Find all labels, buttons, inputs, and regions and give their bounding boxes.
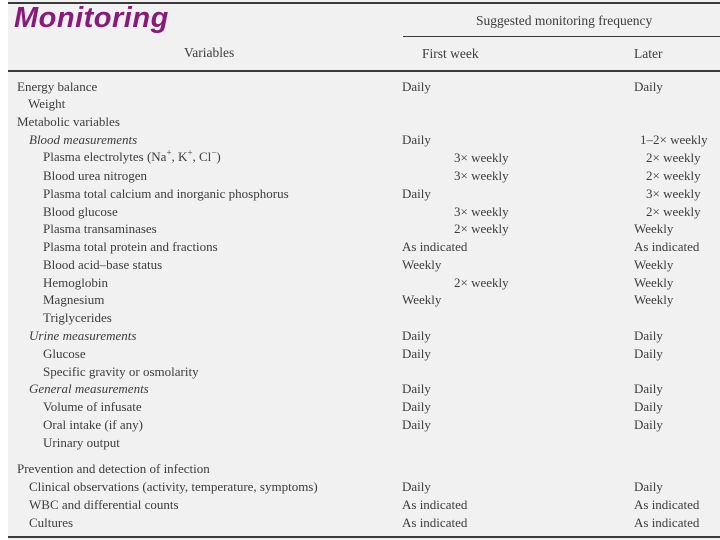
row-first-week: As indicated (402, 239, 468, 254)
row-label: Plasma transaminases (43, 221, 157, 236)
row-label: Energy balance (17, 79, 98, 94)
row-first-week: Daily (402, 346, 431, 361)
row-first-week: Daily (402, 399, 431, 414)
row-later: Weekly (634, 292, 674, 307)
header-variables: Variables (184, 45, 235, 60)
row-first-week: Daily (402, 417, 431, 432)
row-label: Cultures (29, 515, 74, 530)
group-header-rule (403, 36, 720, 37)
row-label: Urine measurements (29, 328, 137, 343)
row-later: As indicated (634, 497, 700, 512)
row-first-week: Daily (402, 328, 431, 343)
row-label: Triglycerides (43, 310, 112, 325)
row-first-week: 2× weekly (454, 275, 509, 290)
row-label: General measurements (29, 381, 149, 396)
na-charge: + (166, 147, 172, 158)
header-group-label: Suggested monitoring frequency (476, 13, 653, 28)
row-label: Plasma total protein and fractions (43, 239, 218, 254)
cl-label: , Cl (192, 149, 212, 164)
row-label: Hemoglobin (43, 275, 108, 290)
row-label: Weight (28, 96, 66, 111)
row-first-week: Daily (402, 479, 431, 494)
row-first-week: Daily (402, 132, 431, 147)
row-first-week: 3× weekly (454, 168, 509, 183)
row-first-week: Daily (402, 381, 431, 396)
header-rule (8, 70, 720, 72)
row-label: Prevention and detection of infection (17, 461, 210, 476)
row-later: Weekly (634, 275, 674, 290)
row-label: Blood glucose (43, 204, 118, 219)
row-label: Plasma total calcium and inorganic phosphorus (43, 186, 289, 201)
row-label: Oral intake (if any) (43, 417, 143, 432)
electrolytes-label: Plasma electrolytes (Na (43, 149, 167, 164)
k-charge: + (187, 147, 193, 158)
row-later: As indicated (634, 515, 700, 530)
cl-charge: − (211, 147, 217, 158)
row-later: Daily (634, 381, 663, 396)
row-label: Clinical observations (activity, temperature, symptoms) (29, 479, 318, 494)
row-label: WBC and differential counts (29, 497, 179, 512)
row-label: Metabolic variables (17, 114, 120, 129)
row-later: Daily (634, 79, 663, 94)
row-first-week: As indicated (402, 497, 468, 512)
row-later: Weekly (634, 257, 674, 272)
monitoring-table (8, 0, 720, 540)
row-label (43, 149, 221, 165)
row-later: 2× weekly (646, 150, 701, 165)
bottom-rule (8, 536, 720, 538)
row-first-week: Weekly (402, 257, 442, 272)
row-label: Blood acid–base status (43, 257, 163, 272)
header-later: Later (634, 46, 663, 61)
row-label: Volume of infusate (43, 399, 142, 414)
row-label: Glucose (43, 346, 86, 361)
row-later: Daily (634, 346, 663, 361)
row-later: Daily (634, 399, 663, 414)
k-label: , K (171, 149, 188, 164)
row-later: As indicated (634, 239, 700, 254)
row-label: Magnesium (43, 292, 105, 307)
row-later: Daily (634, 328, 663, 343)
row-later: Daily (634, 417, 663, 432)
row-later: 3× weekly (646, 186, 701, 201)
row-first-week: Weekly (402, 292, 442, 307)
close-paren: ) (216, 149, 221, 164)
row-later: Weekly (634, 221, 674, 236)
row-later: 1–2× weekly (640, 132, 708, 147)
slide-title: Monitoring (14, 2, 169, 34)
header-first-week: First week (422, 46, 479, 61)
row-later: 2× weekly (646, 168, 701, 183)
row-label: Blood urea nitrogen (43, 168, 147, 183)
row-first-week: As indicated (402, 515, 468, 530)
row-label: Specific gravity or osmolarity (43, 364, 199, 379)
row-later: 2× weekly (646, 204, 701, 219)
row-first-week: 2× weekly (454, 221, 509, 236)
row-first-week: Daily (402, 79, 431, 94)
row-label: Urinary output (43, 435, 120, 450)
row-later: Daily (634, 479, 663, 494)
row-first-week: 3× weekly (454, 150, 509, 165)
row-first-week: 3× weekly (454, 204, 509, 219)
row-first-week: Daily (402, 186, 431, 201)
row-label: Blood measurements (29, 132, 138, 147)
